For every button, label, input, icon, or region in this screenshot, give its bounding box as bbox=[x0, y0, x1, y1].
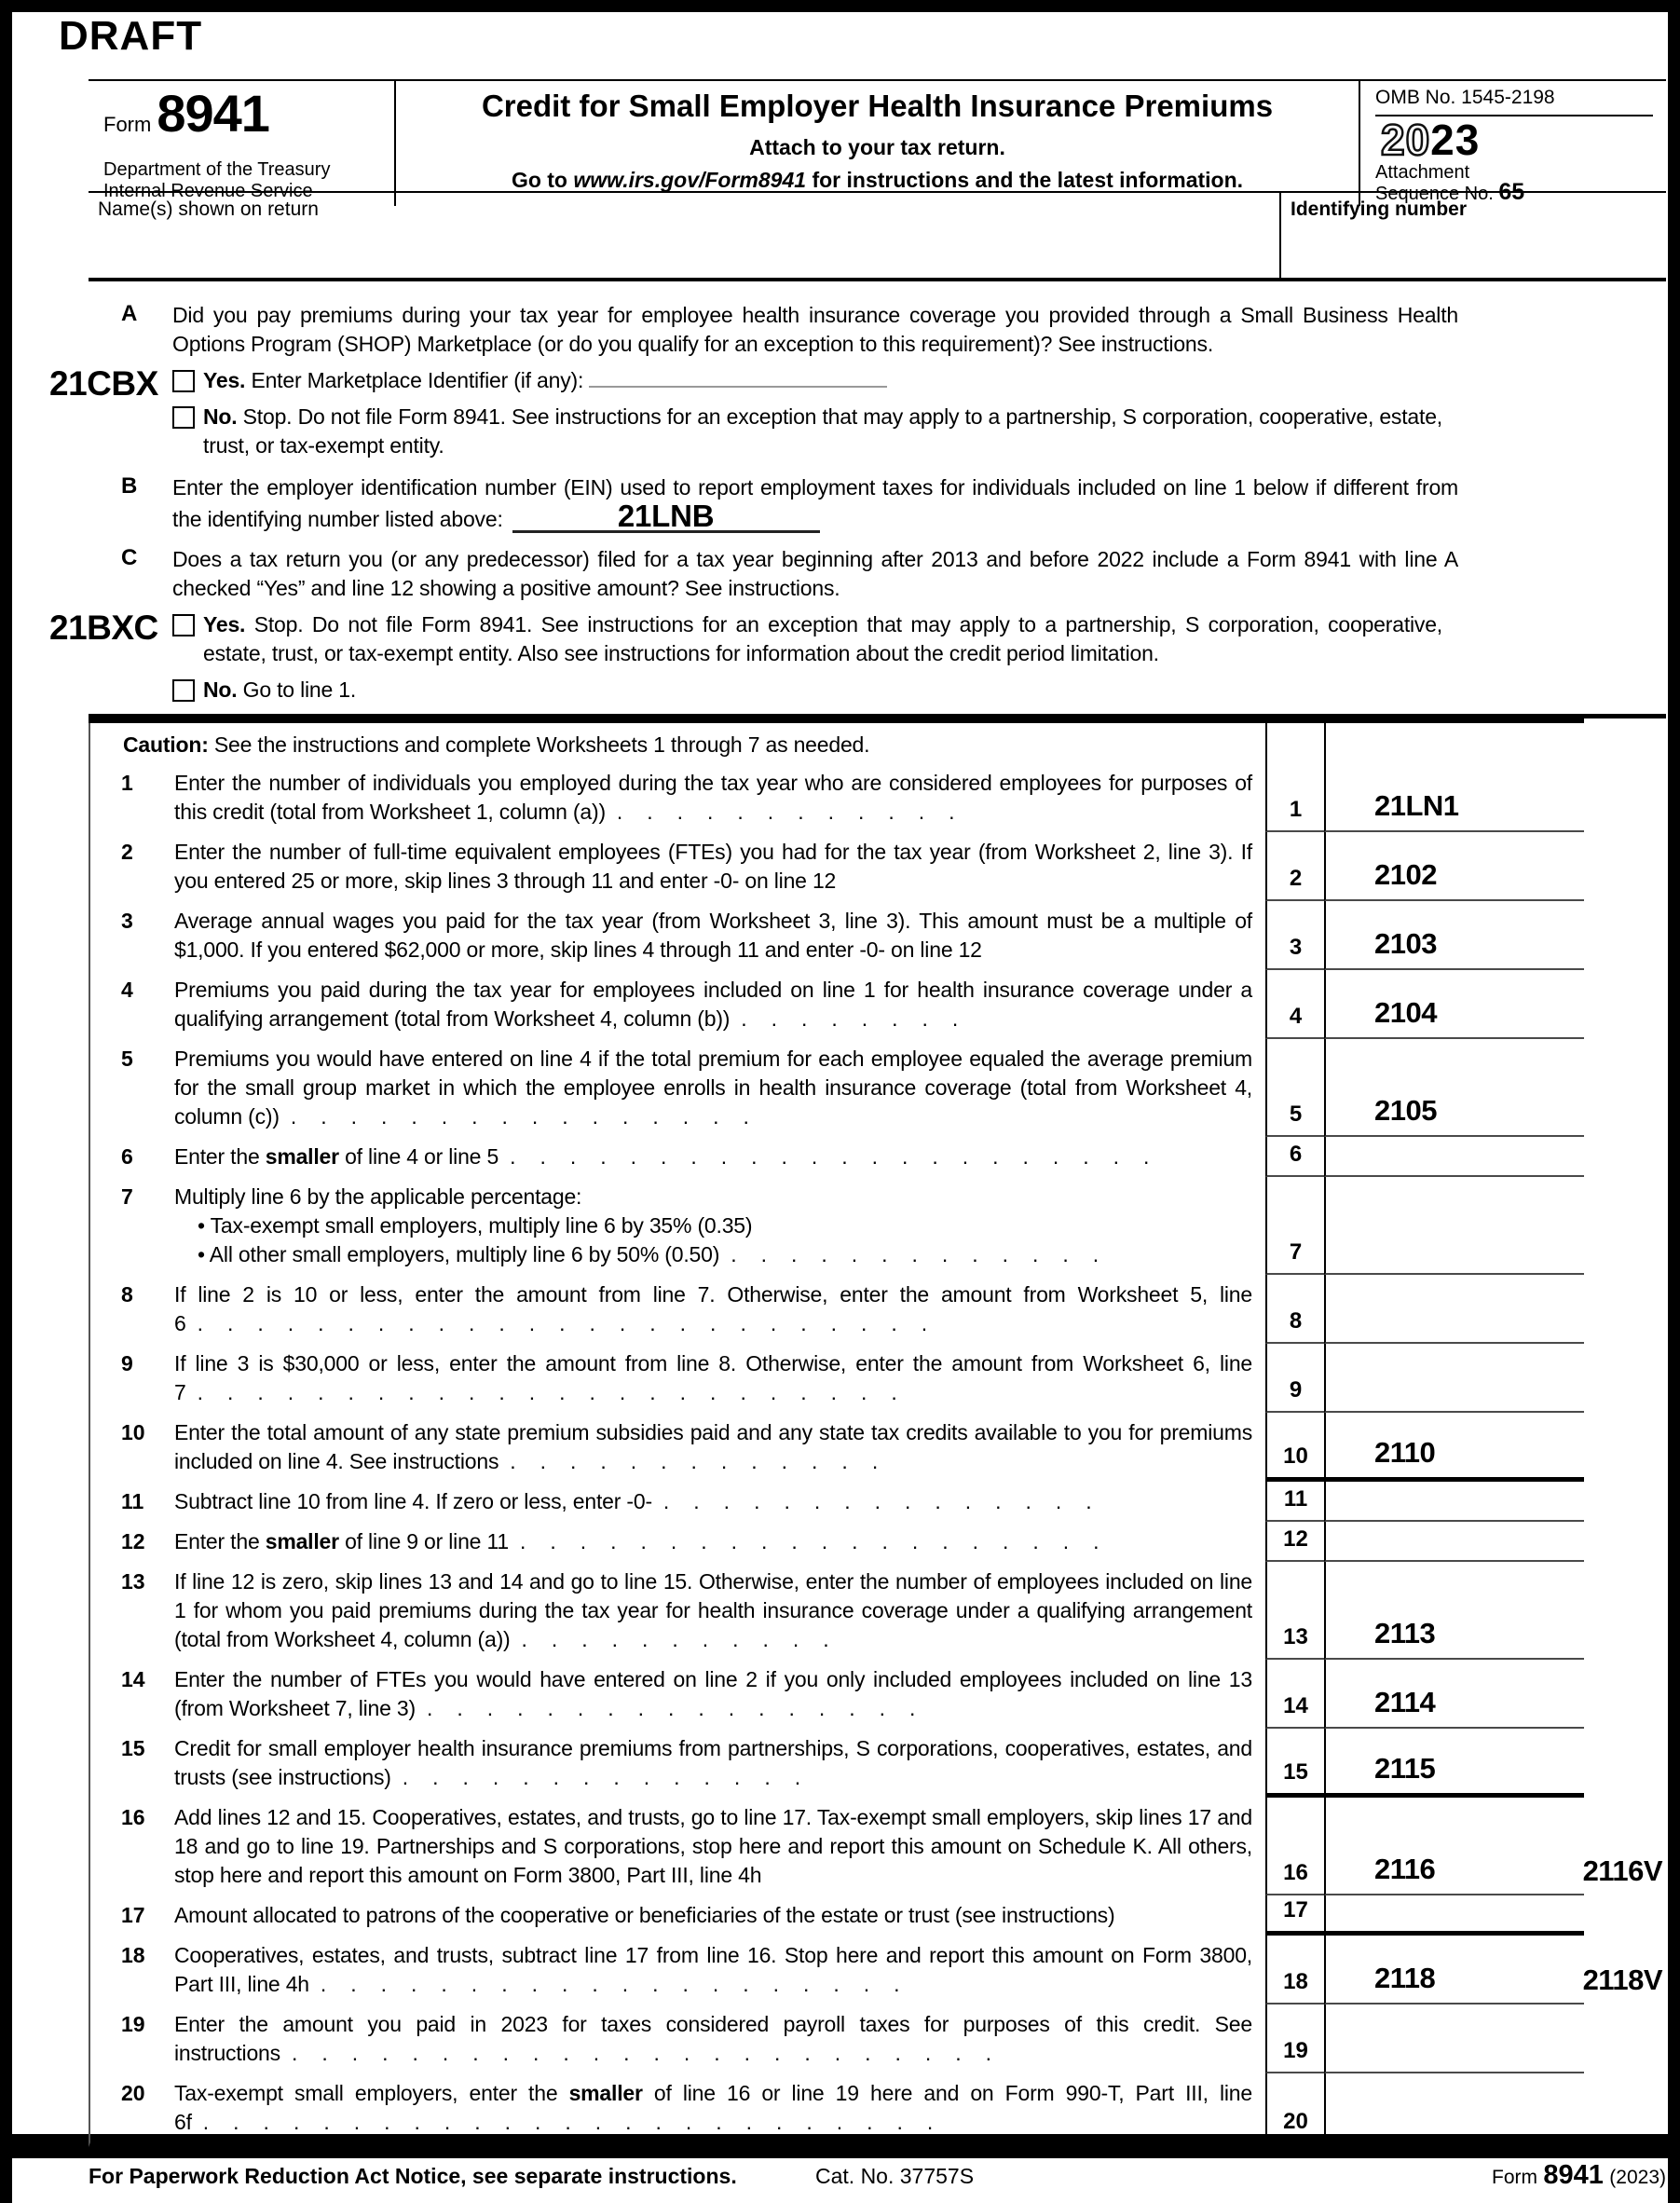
line-15-amount-field[interactable] bbox=[1324, 1729, 1584, 1798]
form-line-row-2 bbox=[90, 832, 1666, 901]
form-title: Credit for Small Employer Health Insurance Premiums bbox=[481, 89, 1274, 123]
dot-leader: . . . . . . . . . . . . . . . . . . . . bbox=[519, 1529, 1100, 1553]
line-7-bullet-2: • All other small employers, multiply line 6 by 50% (0.50) . . . . . . . . . . . . . bbox=[198, 1242, 1099, 1266]
line-15-description bbox=[90, 1729, 1265, 1798]
line-16-description bbox=[90, 1798, 1265, 1895]
identity-row bbox=[89, 193, 1666, 281]
line-10-text bbox=[174, 1418, 1252, 1476]
identifying-number-label: Identifying number bbox=[1291, 198, 1467, 220]
tax-year bbox=[1381, 116, 1653, 164]
line-8-extra-cell bbox=[1584, 1275, 1666, 1344]
line-7-extra-cell bbox=[1584, 1177, 1666, 1275]
line-3-value: 2103 bbox=[1374, 927, 1437, 960]
line-10-number-left: 10 bbox=[121, 1420, 145, 1444]
line-8-text bbox=[174, 1280, 1252, 1338]
line-14-extra-cell bbox=[1584, 1660, 1666, 1729]
line-18-value-overflow: 2118V bbox=[1582, 1964, 1662, 1996]
line-a-yes-checkbox[interactable] bbox=[172, 370, 195, 392]
line-text: If line 3 is $30,000 or less, enter the amount from line 8. Otherwise, enter the amount from Worksheet 6, line 7 bbox=[174, 1351, 1252, 1404]
catalog-number: Cat. No. 37757S bbox=[815, 2164, 975, 2188]
line-15-number-left: 15 bbox=[121, 1736, 145, 1760]
line-4-number-left: 4 bbox=[121, 978, 133, 1002]
line-c-yes-row bbox=[49, 609, 1666, 668]
line-15-number: 15 bbox=[1283, 1759, 1308, 1785]
line-a-no-checkbox[interactable] bbox=[172, 406, 195, 429]
line-1-number-cell bbox=[1265, 763, 1324, 832]
line-text: Add lines 12 and 15. Cooperatives, estates, and trusts, go to line 17. Tax-exempt small employers, skip lines 17 and 18 and go to line 19. Partnerships and S corporations, stop here and report this amount on Schedule K. All others, stop here and report this amount on Form 3800, Part III, line 4h bbox=[174, 1805, 1252, 1887]
tax-year-bold: 23 bbox=[1430, 116, 1481, 164]
caution-paragraph bbox=[123, 731, 1252, 759]
line-3-number-left: 3 bbox=[121, 909, 133, 933]
line-1-amount-field[interactable] bbox=[1324, 763, 1584, 832]
line-20-extra-cell bbox=[1584, 2073, 1666, 2142]
line-14-number-left: 14 bbox=[121, 1667, 145, 1691]
line-text: Enter the bbox=[174, 1144, 266, 1169]
agency-line-2: Internal Revenue Service bbox=[103, 181, 313, 201]
line-5-number: 5 bbox=[1289, 1102, 1303, 1127]
line-1-number-left: 1 bbox=[121, 771, 133, 795]
line-5-number-cell bbox=[1265, 1039, 1324, 1137]
form-line-row-13 bbox=[90, 1562, 1666, 1660]
line-text: Enter the number of individuals you employed during the tax year who are considered employees for purposes of this credit (total from Worksheet 1, column (a)) bbox=[174, 771, 1252, 824]
dot-leader: . . . . . . . . . . . . bbox=[616, 800, 955, 824]
dot-leader: . . . . . . . . . . . . . . . . . . . . . . . . bbox=[291, 2041, 991, 2065]
line-a-no-label: No. bbox=[203, 404, 238, 429]
line-2-number-left: 2 bbox=[121, 840, 133, 864]
form-line-row-19 bbox=[90, 2005, 1666, 2073]
line-19-extra-cell bbox=[1584, 2005, 1666, 2073]
line-8-amount-field[interactable] bbox=[1324, 1275, 1584, 1344]
form-line-row-12 bbox=[90, 1522, 1666, 1562]
sequence-number: 65 bbox=[1498, 179, 1525, 205]
line-2-amount-field[interactable] bbox=[1324, 832, 1584, 901]
line-16-text bbox=[174, 1803, 1252, 1890]
form-footer bbox=[89, 2160, 1666, 2191]
line-7-amount-field[interactable] bbox=[1324, 1177, 1584, 1275]
form-line-row-4 bbox=[90, 970, 1666, 1039]
line-9-text bbox=[174, 1349, 1252, 1407]
line-12-amount-field[interactable] bbox=[1324, 1522, 1584, 1562]
line-20-number-left: 20 bbox=[121, 2081, 145, 2105]
line-c-yes-text bbox=[203, 610, 1442, 668]
form-line-row-10 bbox=[90, 1413, 1666, 1482]
identifying-number-field[interactable] bbox=[1279, 193, 1666, 278]
form-number-text: 8941 bbox=[157, 84, 269, 143]
line-text: Premiums you paid during the tax year for employees included on line 1 for health insurance coverage under a qualifying arrangement (total from Worksheet 4, column (b)) bbox=[174, 978, 1252, 1031]
line-text: Enter the number of full-time equivalent employees (FTEs) you had for the tax year (from Worksheet 2, line 3). If you entered 25 or more, skip lines 3 through 11 and enter -0- on line 12 bbox=[174, 840, 1252, 893]
form-line-row-16 bbox=[90, 1798, 1666, 1895]
line-a-yes-row bbox=[49, 364, 1666, 403]
line-11-number-cell bbox=[1265, 1482, 1324, 1522]
form-line-row-3 bbox=[90, 901, 1666, 970]
line-c-no-checkbox[interactable] bbox=[172, 679, 195, 702]
draft-watermark: DRAFT bbox=[59, 13, 203, 59]
line-4-number: 4 bbox=[1289, 1004, 1303, 1029]
line-12-number-cell bbox=[1265, 1522, 1324, 1562]
ein-value: 21LNB bbox=[617, 499, 715, 533]
line-5-description bbox=[90, 1039, 1265, 1137]
line-3-extra-cell bbox=[1584, 901, 1666, 970]
line-c-no-label: No. bbox=[203, 677, 238, 702]
name-label: Name(s) shown on return bbox=[98, 198, 319, 220]
line-16-value-overflow: 2116V bbox=[1582, 1854, 1662, 1887]
line-13-number-left: 13 bbox=[121, 1569, 145, 1594]
line-13-number-cell bbox=[1265, 1562, 1324, 1660]
dot-leader: . . . . . . . . . . . . . . . . bbox=[290, 1104, 749, 1129]
sequence-label: Sequence No. bbox=[1375, 184, 1499, 204]
line-16-number-left: 16 bbox=[121, 1805, 145, 1829]
line-10-value: 2110 bbox=[1374, 1436, 1436, 1469]
emphasized-text: smaller bbox=[265, 1529, 339, 1553]
line-12-text bbox=[174, 1527, 1252, 1556]
line-17-number-cell bbox=[1265, 1895, 1324, 1936]
line-13-description bbox=[90, 1562, 1265, 1660]
form-line-row-15 bbox=[90, 1729, 1666, 1798]
line-1-number: 1 bbox=[1289, 797, 1303, 822]
attachment-label: Attachment bbox=[1375, 162, 1470, 183]
line-c-no-desc: Go to line 1. bbox=[237, 677, 357, 702]
line-6-number-left: 6 bbox=[121, 1144, 133, 1169]
dot-leader: . . . . . . . . . . . . . bbox=[510, 1449, 879, 1473]
form-header bbox=[89, 79, 1666, 205]
line-1-value: 21LN1 bbox=[1374, 789, 1459, 822]
line-15-text bbox=[174, 1734, 1252, 1792]
line-6-extra-cell bbox=[1584, 1137, 1666, 1177]
form-line-row-1 bbox=[90, 763, 1666, 832]
tax-year-outline: 20 bbox=[1381, 116, 1431, 164]
line-17-text bbox=[174, 1901, 1252, 1930]
caution-row bbox=[90, 723, 1666, 763]
marketplace-identifier-field[interactable] bbox=[589, 386, 887, 388]
line-a-no-row bbox=[89, 403, 1666, 460]
field-code-21cbx: 21CBX bbox=[49, 364, 158, 403]
line-20-amount-field[interactable] bbox=[1324, 2073, 1584, 2142]
line-4-description bbox=[90, 970, 1265, 1039]
line-4-value: 2104 bbox=[1374, 996, 1437, 1029]
line-7-number-cell bbox=[1265, 1177, 1324, 1275]
dot-leader: . . . . . . . . . . . bbox=[521, 1627, 829, 1651]
page-border-right bbox=[1668, 0, 1680, 2203]
line-7-number-left: 7 bbox=[121, 1184, 133, 1209]
line-17-description bbox=[90, 1895, 1265, 1936]
line-text: of line 4 or line 5 bbox=[338, 1144, 499, 1169]
name-field[interactable] bbox=[89, 193, 1279, 278]
line-15-value: 2115 bbox=[1374, 1752, 1436, 1785]
line-19-number-left: 19 bbox=[121, 2012, 145, 2036]
line-11-extra-cell bbox=[1584, 1482, 1666, 1522]
line-7-bullet-1: • Tax-exempt small employers, multiply line 6 by 35% (0.35) bbox=[198, 1213, 753, 1238]
line-20-text bbox=[174, 2079, 1252, 2137]
line-5-extra-cell bbox=[1584, 1039, 1666, 1137]
line-10-description bbox=[90, 1413, 1265, 1482]
line-b-desc: Enter the employer identification number (EIN) used to report employment taxes for individuals included on line 1 below if different from the identifying number listed above: bbox=[172, 475, 1458, 531]
line-c-letter: C bbox=[121, 545, 138, 570]
line-text: Credit for small employer health insurance premiums from partnerships, S corporations, cooperatives, estates, and trusts (see instructions) bbox=[174, 1736, 1252, 1789]
form-line-row-5 bbox=[90, 1039, 1666, 1137]
line-text: Multiply line 6 by the applicable percentage: bbox=[174, 1184, 582, 1209]
line-13-text bbox=[174, 1567, 1252, 1654]
section-abc bbox=[49, 281, 1666, 718]
line-20-number-cell bbox=[1265, 2073, 1324, 2142]
caution-value-cell bbox=[1324, 723, 1584, 763]
line-16-number: 16 bbox=[1283, 1860, 1308, 1885]
line-a-yes-label: Yes. bbox=[203, 368, 246, 392]
line-14-amount-field[interactable] bbox=[1324, 1660, 1584, 1729]
dot-leader: . . . . . . . . . . . . . . . . . . . . bbox=[320, 1972, 900, 1996]
line-c-no-row bbox=[89, 676, 1666, 705]
omb-number: OMB No. 1545-2198 bbox=[1375, 87, 1653, 116]
dot-leader: . . . . . . . . bbox=[741, 1006, 959, 1031]
footer-form-number: 8941 bbox=[1543, 2160, 1604, 2190]
line-11-description bbox=[90, 1482, 1265, 1522]
caution-text bbox=[90, 723, 1265, 763]
line-13-number: 13 bbox=[1283, 1624, 1308, 1649]
line-b-text bbox=[172, 473, 1458, 534]
line-18-number: 18 bbox=[1283, 1969, 1308, 1994]
line-text: Subtract line 10 from line 4. If zero or less, enter -0- bbox=[174, 1489, 652, 1513]
line-3-text bbox=[174, 907, 1252, 965]
form-line-row-14 bbox=[90, 1660, 1666, 1729]
footer-form-year: (2023) bbox=[1609, 2167, 1666, 2188]
line-4-text bbox=[174, 976, 1252, 1033]
line-11-amount-field[interactable] bbox=[1324, 1482, 1584, 1522]
line-c-yes-checkbox[interactable] bbox=[172, 614, 195, 636]
line-18-amount-field[interactable] bbox=[1324, 1936, 1584, 2005]
dot-leader: . . . . . . . . . . . . . . . . . . . . . . . . bbox=[197, 1380, 897, 1404]
line-17-extra-cell bbox=[1584, 1895, 1666, 1936]
line-9-number-cell bbox=[1265, 1344, 1324, 1413]
dot-leader: . . . . . . . . . . . . . bbox=[731, 1242, 1099, 1266]
line-text: If line 2 is 10 or less, enter the amount from line 7. Otherwise, enter the amount from Worksheet 5, line 6 bbox=[174, 1282, 1252, 1335]
line-3-number-cell bbox=[1265, 901, 1324, 970]
dot-leader: . . . . . . . . . . . . . . . . . bbox=[426, 1696, 916, 1720]
form-line-row-9 bbox=[90, 1344, 1666, 1413]
form-line-row-11 bbox=[90, 1482, 1666, 1522]
line-2-value: 2102 bbox=[1374, 858, 1437, 891]
line-19-text bbox=[174, 2010, 1252, 2068]
line-12-number: 12 bbox=[1283, 1526, 1308, 1552]
line-9-number-left: 9 bbox=[121, 1351, 133, 1375]
line-18-number-left: 18 bbox=[121, 1943, 145, 1967]
form-line-row-7 bbox=[90, 1177, 1666, 1275]
field-code-21bxc: 21BXC bbox=[49, 609, 158, 647]
line-b-letter: B bbox=[121, 473, 138, 499]
line-19-amount-field[interactable] bbox=[1324, 2005, 1584, 2073]
line-text: Enter the total amount of any state premium subsidies paid and any state tax credits available to you for premiums included on line 4. See instructions bbox=[174, 1420, 1252, 1473]
form-content bbox=[49, 79, 1666, 2191]
caution-extra-cell bbox=[1584, 723, 1666, 763]
line-2-number-cell bbox=[1265, 832, 1324, 901]
line-2-number: 2 bbox=[1289, 866, 1303, 891]
caution-number-cell bbox=[1265, 723, 1324, 763]
line-12-number-left: 12 bbox=[121, 1529, 145, 1553]
line-14-text bbox=[174, 1665, 1252, 1723]
paperwork-notice: For Paperwork Reduction Act Notice, see separate instructions. bbox=[89, 2164, 737, 2188]
line-6-number: 6 bbox=[1289, 1142, 1303, 1167]
line-a-no-desc: Stop. Do not file Form 8941. See instructions for an exception that may apply to a partnership, S corporation, cooperative, estate, trust, or tax-exempt entity. bbox=[203, 404, 1442, 458]
line-6-amount-field[interactable] bbox=[1324, 1137, 1584, 1177]
goto-url: www.irs.gov/Form8941 bbox=[573, 168, 807, 192]
line-5-text bbox=[174, 1045, 1252, 1131]
line-19-description bbox=[90, 2005, 1265, 2073]
line-14-description bbox=[90, 1660, 1265, 1729]
goto-prefix: Go to bbox=[511, 168, 574, 192]
line-12-description bbox=[90, 1522, 1265, 1562]
line-18-description bbox=[90, 1936, 1265, 2005]
line-18-number-cell bbox=[1265, 1936, 1324, 2005]
footer-form-id bbox=[1492, 2160, 1666, 2191]
line-19-number: 19 bbox=[1283, 2038, 1308, 2063]
dot-leader: . . . . . . . . . . . . . . . bbox=[662, 1489, 1092, 1513]
dot-leader: . . . . . . . . . . . . . . . . . . . . . . bbox=[510, 1144, 1150, 1169]
form-line-row-18 bbox=[90, 1936, 1666, 2005]
line-2-extra-cell bbox=[1584, 832, 1666, 901]
line-18-value: 2118 bbox=[1374, 1962, 1436, 1994]
form-number-block bbox=[89, 81, 396, 206]
form-word-label: Form bbox=[103, 113, 152, 136]
line-a-yes-desc: Enter Marketplace Identifier (if any): bbox=[245, 368, 584, 392]
line-10-number: 10 bbox=[1283, 1444, 1308, 1469]
line-15-extra-cell bbox=[1584, 1729, 1666, 1798]
footer-form-word: Form bbox=[1492, 2167, 1537, 2188]
line-text: See the instructions and complete Worksheets 1 through 7 as needed. bbox=[208, 732, 870, 757]
line-7-text bbox=[174, 1183, 1252, 1211]
dot-leader: . . . . . . . . . . . . . . bbox=[402, 1765, 800, 1789]
line-11-number-left: 11 bbox=[121, 1489, 144, 1513]
line-a-letter: A bbox=[121, 301, 138, 326]
form-line-row-6 bbox=[90, 1137, 1666, 1177]
line-3-number: 3 bbox=[1289, 935, 1303, 960]
line-a-no-text bbox=[203, 403, 1442, 460]
line-16-amount-field[interactable] bbox=[1324, 1798, 1584, 1895]
line-2-text bbox=[174, 838, 1252, 896]
line-5-number-left: 5 bbox=[121, 1047, 133, 1071]
line-20-description bbox=[90, 2073, 1265, 2142]
line-9-description bbox=[90, 1344, 1265, 1413]
line-text: Cooperatives, estates, and trusts, subtract line 17 from line 16. Stop here and report this amount on Form 3800, Part III, line 4h bbox=[174, 1943, 1252, 1996]
line-4-extra-cell bbox=[1584, 970, 1666, 1039]
form-line-row-17 bbox=[90, 1895, 1666, 1936]
line-text: of line 16 or line 19 here and on Form 990-T, Part III, line 6f bbox=[174, 2081, 1252, 2134]
line-2-description bbox=[90, 832, 1265, 901]
line-a-text: Did you pay premiums during your tax year for employee health insurance coverage you provided through a Small Business Health Options Program (SHOP) Marketplace (or do you qualify for an exception to this requirement)? See instructions. bbox=[172, 303, 1458, 356]
line-12-extra-cell bbox=[1584, 1522, 1666, 1562]
line-13-value: 2113 bbox=[1374, 1617, 1436, 1649]
line-text: Enter the number of FTEs you would have entered on line 2 if you only included employees included on line 13 (from Worksheet 7, line 3) bbox=[174, 1667, 1252, 1720]
line-text: Average annual wages you paid for the tax year (from Worksheet 3, line 3). This amount must be a multiple of $1,000. If you entered $62,000 or more, skip lines 4 through 11 and enter -0- on line 12 bbox=[174, 909, 1252, 962]
goto-instruction bbox=[415, 168, 1340, 193]
line-text: Amount allocated to patrons of the cooperative or beneficiaries of the estate or trust (see instructions) bbox=[174, 1903, 1115, 1927]
line-17-number: 17 bbox=[1283, 1897, 1308, 1922]
line-c-yes-label: Yes. bbox=[203, 612, 246, 636]
form-title-block bbox=[396, 81, 1359, 206]
line-14-value: 2114 bbox=[1374, 1686, 1436, 1718]
line-10-number-cell bbox=[1265, 1413, 1324, 1482]
line-16-number-cell bbox=[1265, 1798, 1324, 1895]
line-8-number: 8 bbox=[1289, 1308, 1303, 1334]
page-border-top bbox=[0, 0, 1680, 12]
line-a-yes-text bbox=[203, 366, 887, 395]
page-border-left bbox=[0, 0, 12, 2203]
line-5-value: 2105 bbox=[1374, 1094, 1437, 1127]
dot-leader: . . . . . . . . . . . . . . . . . . . . . . . . . bbox=[202, 2110, 934, 2134]
form-line-row-8 bbox=[90, 1275, 1666, 1344]
line-text: Enter the bbox=[174, 1529, 266, 1553]
line-3-amount-field[interactable] bbox=[1324, 901, 1584, 970]
line-17-amount-field[interactable] bbox=[1324, 1895, 1584, 1936]
line-14-number-cell bbox=[1265, 1660, 1324, 1729]
line-1-text bbox=[174, 769, 1252, 827]
line-9-number: 9 bbox=[1289, 1377, 1303, 1403]
line-c-row bbox=[89, 545, 1666, 603]
form-line-row-20 bbox=[90, 2073, 1666, 2142]
line-18-text bbox=[174, 1941, 1252, 1999]
emphasized-text: smaller bbox=[265, 1144, 339, 1169]
line-4-amount-field[interactable] bbox=[1324, 970, 1584, 1039]
dot-leader: . . . . . . . . . . . . . . . . . . . . . . . . . bbox=[197, 1311, 927, 1335]
line-1-extra-cell bbox=[1584, 763, 1666, 832]
line-16-value: 2116 bbox=[1374, 1853, 1436, 1885]
line-11-text bbox=[174, 1487, 1252, 1516]
line-text: of line 9 or line 11 bbox=[338, 1529, 509, 1553]
line-6-text bbox=[174, 1143, 1252, 1171]
line-8-number-left: 8 bbox=[121, 1282, 133, 1307]
line-3-description bbox=[90, 901, 1265, 970]
ein-field[interactable] bbox=[512, 499, 820, 533]
line-7-number: 7 bbox=[1289, 1239, 1303, 1265]
agency-line-1: Department of the Treasury bbox=[103, 159, 331, 180]
line-11-number: 11 bbox=[1283, 1486, 1308, 1512]
emphasized-text: Caution: bbox=[123, 732, 209, 757]
line-c-text: Does a tax return you (or any predecessor) filed for a tax year beginning after 2013 and before 2022 include a Form 8941 with line A checked “Yes” and line 12 showing a positive amount? See instructions. bbox=[172, 547, 1458, 600]
line-10-amount-field[interactable] bbox=[1324, 1413, 1584, 1482]
line-text: Enter the amount you paid in 2023 for taxes considered payroll taxes for purposes of this credit. See instructions bbox=[174, 2012, 1252, 2065]
attach-instruction: Attach to your tax return. bbox=[749, 135, 1005, 159]
line-c-no-text bbox=[203, 676, 356, 705]
form-lines-table bbox=[89, 718, 1666, 2147]
line-19-number-cell bbox=[1265, 2005, 1324, 2073]
line-6-number-cell bbox=[1265, 1137, 1324, 1177]
line-14-number: 14 bbox=[1283, 1693, 1308, 1718]
line-text: If line 12 is zero, skip lines 13 and 14 and go to line 15. Otherwise, enter the number of employees included on line 1 for whom you paid premiums during the tax year for health insurance coverage under a qualifying arrangement (total from Worksheet 4, column (a)) bbox=[174, 1569, 1252, 1651]
line-text: Tax-exempt small employers, enter the bbox=[174, 2081, 569, 2105]
line-13-extra-cell bbox=[1584, 1562, 1666, 1660]
form-number-line bbox=[103, 84, 385, 143]
line-text: Premiums you would have entered on line 4 if the total premium for each employee equaled the average premium for the small group market in which the employee enrolls in health insurance coverage (total from Worksheet 4, column (c)) bbox=[174, 1047, 1252, 1129]
goto-suffix: for instructions and the latest information. bbox=[806, 168, 1244, 192]
line-5-amount-field[interactable] bbox=[1324, 1039, 1584, 1137]
emphasized-text: smaller bbox=[568, 2081, 643, 2105]
line-c-yes-desc: Stop. Do not file Form 8941. See instructions for an exception that may apply to a partnership, S corporation, cooperative, estate, trust, or tax-exempt entity. Also see instructions for information about the credit period limitation. bbox=[203, 612, 1442, 665]
line-17-number-left: 17 bbox=[121, 1903, 145, 1927]
line-15-number-cell bbox=[1265, 1729, 1324, 1798]
line-6-description bbox=[90, 1137, 1265, 1177]
line-a-row bbox=[89, 301, 1666, 359]
line-13-amount-field[interactable] bbox=[1324, 1562, 1584, 1660]
line-4-number-cell bbox=[1265, 970, 1324, 1039]
line-8-number-cell bbox=[1265, 1275, 1324, 1344]
line-1-description bbox=[90, 763, 1265, 832]
line-8-description bbox=[90, 1275, 1265, 1344]
line-7-description bbox=[90, 1177, 1265, 1275]
line-b-row bbox=[89, 473, 1666, 534]
omb-block bbox=[1359, 81, 1666, 206]
line-20-number: 20 bbox=[1283, 2109, 1308, 2134]
line-10-extra-cell bbox=[1584, 1413, 1666, 1482]
line-9-extra-cell bbox=[1584, 1344, 1666, 1413]
line-9-amount-field[interactable] bbox=[1324, 1344, 1584, 1413]
